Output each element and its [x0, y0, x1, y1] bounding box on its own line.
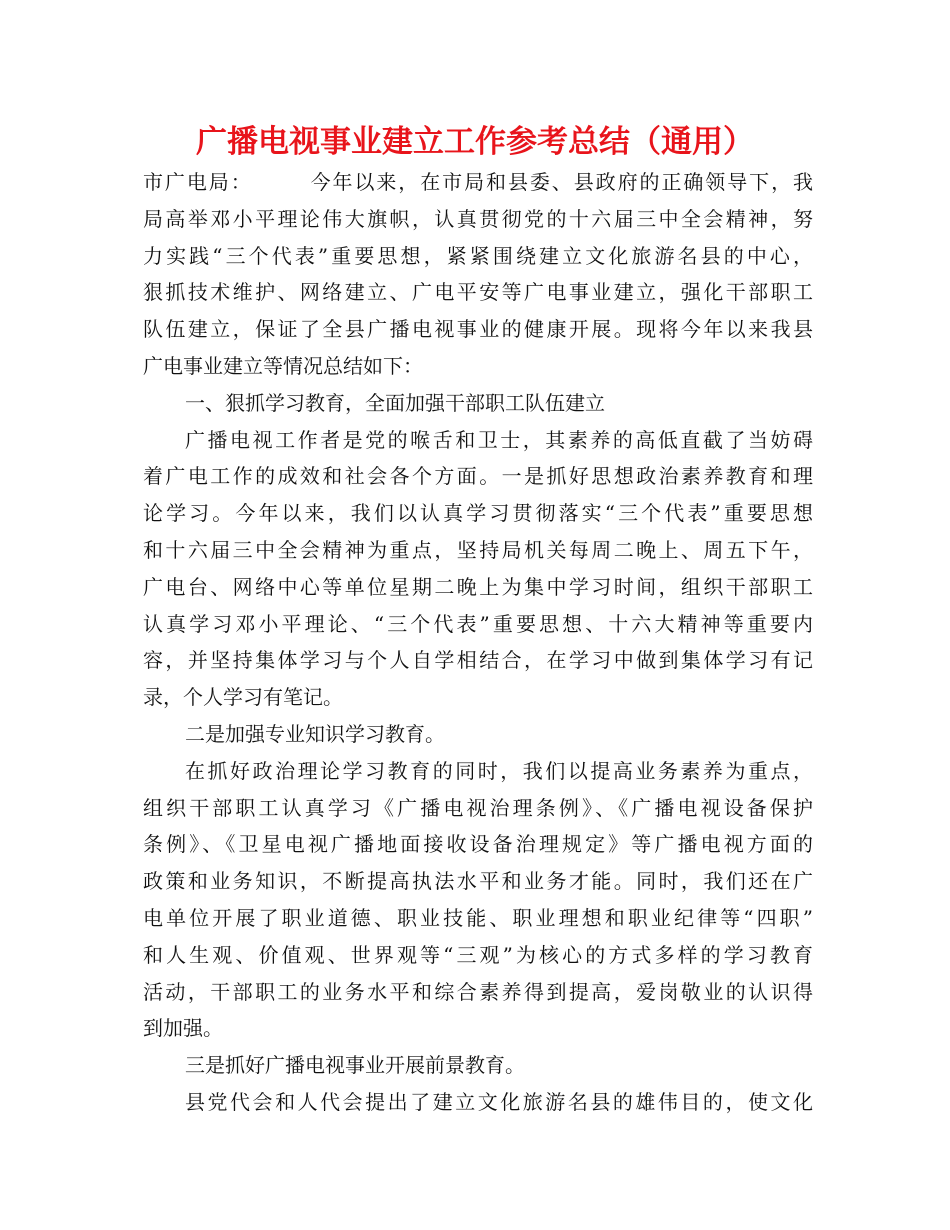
body-line: 认真学习邓小平理论、“三个代表”重要思想、十六大精神等重要内	[143, 611, 813, 636]
document-title: 广播电视事业建立工作参考总结（通用）	[196, 124, 754, 160]
body-line: 着广电工作的成效和社会各个方面。一是抓好思想政治素养教育和理	[143, 464, 813, 489]
body-line: 县党代会和人代会提出了建立文化旅游名县的雄伟目的，使文化	[185, 1089, 813, 1114]
body-line: 今年以来，在市局和县委、县政府的正确领导下，我	[308, 170, 814, 194]
body-line: 和十六届三中全会精神为重点，坚持局机关每周二晚上、周五下午，	[143, 537, 813, 562]
body-line: 电单位开展了职业道德、职业技能、职业理想和职业纪律等“四职”	[143, 905, 813, 930]
document-body	[143, 164, 813, 1121]
body-line: 在抓好政治理论学习教育的同时，我们以提高业务素养为重点，	[185, 758, 813, 783]
recipient: 市广电局：	[143, 170, 253, 194]
section-heading: 二是加强专业知识学习教育。	[185, 721, 445, 746]
section-heading: 三是抓好广播电视事业开展前景教育。	[185, 1053, 525, 1078]
body-line: 力实践“三个代表”重要思想，紧紧围绕建立文化旅游名县的中心，	[143, 243, 813, 268]
body-line: 组织干部职工认真学习《广播电视治理条例》、《广播电视设备保护	[143, 795, 813, 820]
body-line: 录，个人学习有笔记。	[143, 685, 343, 710]
body-line: 广电事业建立等情况总结如下：	[143, 353, 423, 378]
body-line: 广播电视工作者是党的喉舌和卫士，其素养的高低直截了当妨碍	[185, 427, 813, 452]
body-line: 狠抓技术维护、网络建立、广电平安等广电事业建立，强化干部职工	[143, 280, 813, 305]
section-heading: 一、狠抓学习教育，全面加强干部职工队伍建立	[185, 390, 605, 415]
body-line: 到加强。	[143, 1016, 223, 1041]
body-line: 活动，干部职工的业务水平和综合素养得到提高，爱岗敬业的认识得	[143, 979, 813, 1004]
body-line: 容，并坚持集体学习与个人自学相结合，在学习中做到集体学习有记	[143, 648, 813, 673]
body-line: 广电台、网络中心等单位星期二晚上为集中学习时间，组织干部职工	[143, 574, 813, 599]
body-line: 和人生观、价值观、世界观等“三观”为核心的方式多样的学习教育	[143, 942, 813, 967]
body-line: 队伍建立，保证了全县广播电视事业的健康开展。现将今年以来我县	[143, 317, 813, 342]
body-line: 政策和业务知识，不断提高执法水平和业务才能。同时，我们还在广	[143, 869, 813, 894]
body-line: 论学习。今年以来，我们以认真学习贯彻落实“三个代表”重要思想	[143, 501, 813, 526]
body-line: 条例》、《卫星电视广播地面接收设备治理规定》等广播电视方面的	[143, 832, 813, 857]
body-line-first	[143, 164, 813, 201]
body-line: 局高举邓小平理论伟大旗帜，认真贯彻党的十六届三中全会精神，努	[143, 206, 813, 231]
